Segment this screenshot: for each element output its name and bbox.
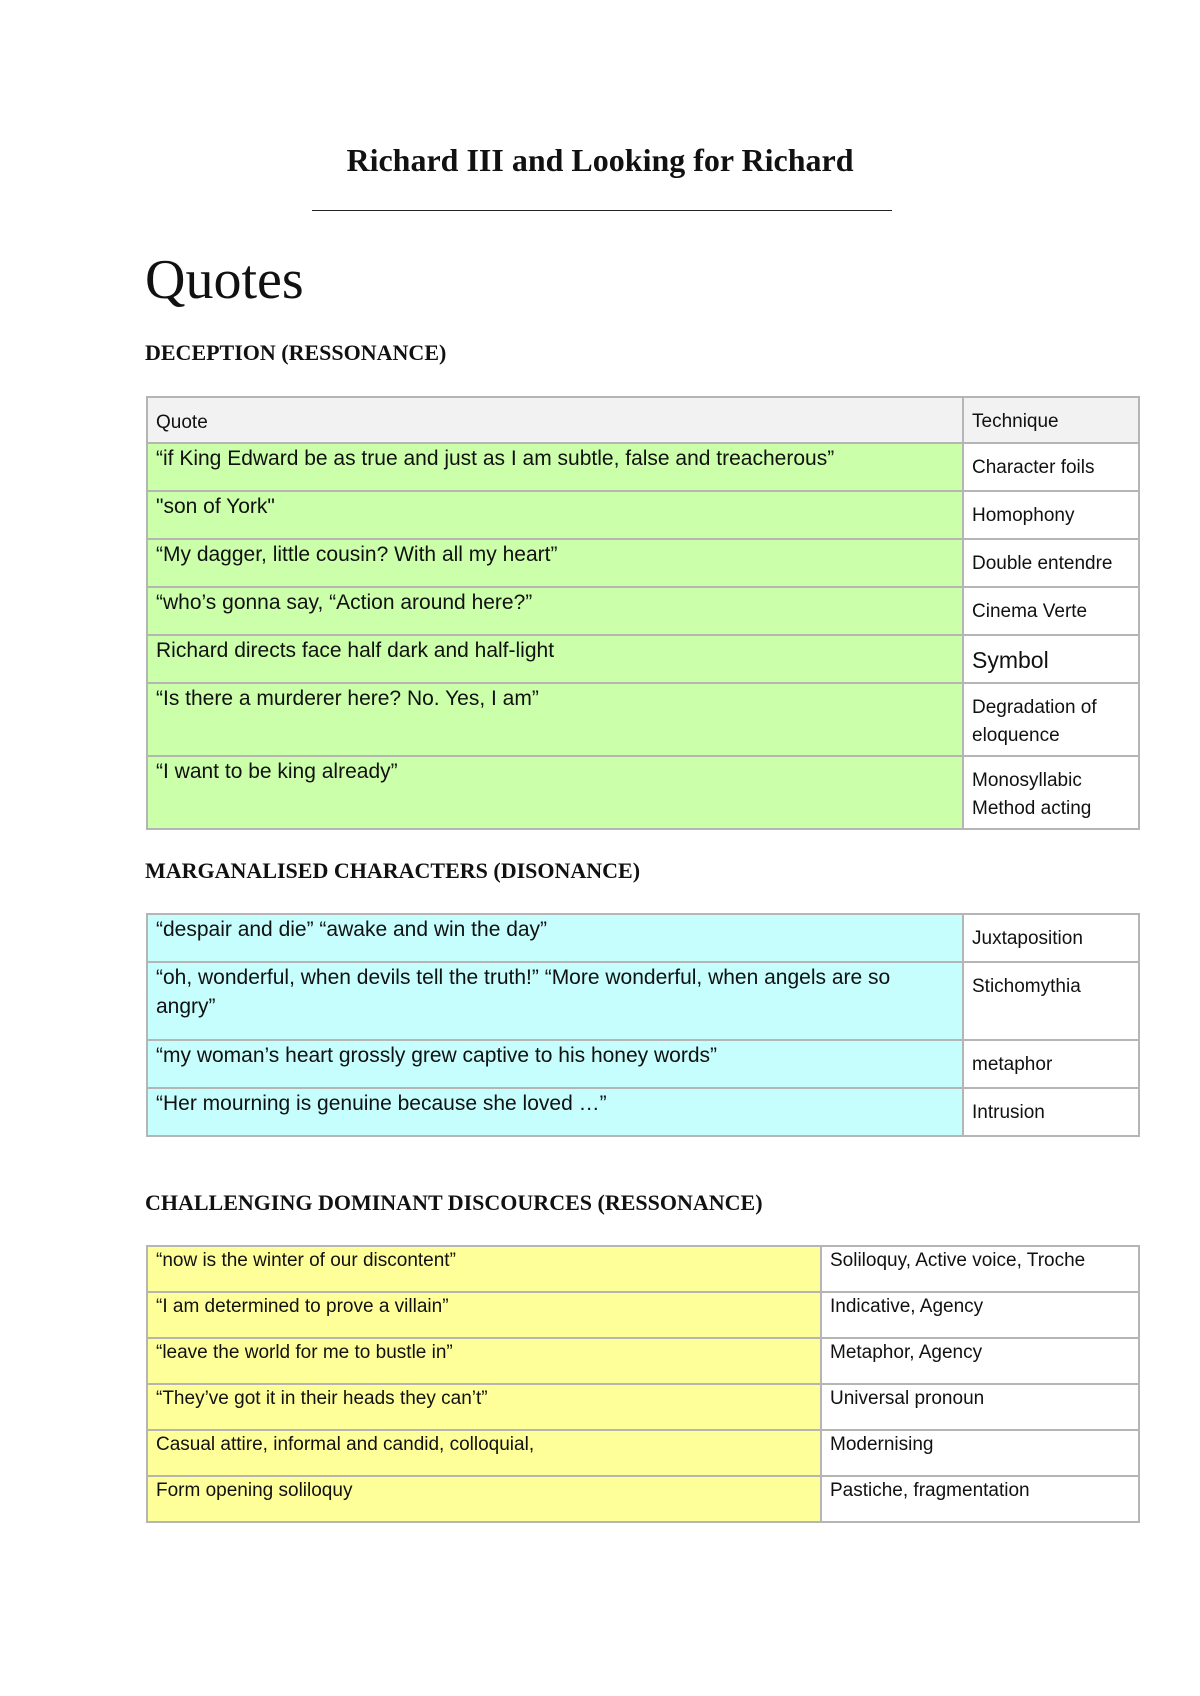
quote-cell: “who’s gonna say, “Action around here?” <box>147 587 963 635</box>
quote-cell: “They’ve got it in their heads they can’t” <box>147 1384 821 1430</box>
section-heading-marginalised: MARGANALISED CHARACTERS (DISONANCE) <box>145 858 641 883</box>
technique-cell: Juxtaposition <box>963 914 1139 962</box>
quote-cell: “Her mourning is genuine because she loved …” <box>147 1088 963 1136</box>
discourses-table <box>146 1245 1140 1523</box>
technique-cell: Modernising <box>821 1430 1139 1476</box>
quote-cell: Richard directs face half dark and half-light <box>147 635 963 683</box>
table-row <box>147 1246 1139 1292</box>
title-underline <box>312 210 892 211</box>
table-row <box>147 539 1139 587</box>
quote-cell: “I am determined to prove a villain” <box>147 1292 821 1338</box>
deception-table <box>146 396 1140 830</box>
section-heading-discourses: CHALLENGING DOMINANT DISCOURCES (RESSONANCE) <box>145 1190 763 1215</box>
technique-cell: Symbol <box>963 635 1139 683</box>
technique-cell: Indicative, Agency <box>821 1292 1139 1338</box>
quote-cell: “now is the winter of our discontent” <box>147 1246 821 1292</box>
table-row <box>147 491 1139 539</box>
quote-cell: “if King Edward be as true and just as I am subtle, false and treacherous” <box>147 443 963 491</box>
quote-cell: “I want to be king already” <box>147 756 963 829</box>
technique-cell: Universal pronoun <box>821 1384 1139 1430</box>
technique-cell: Monosyllabic Method acting <box>963 756 1139 829</box>
quote-cell: Form opening soliloquy <box>147 1476 821 1522</box>
quote-cell: “My dagger, little cousin? With all my heart” <box>147 539 963 587</box>
technique-cell: Degradation of eloquence <box>963 683 1139 756</box>
document-title: Richard III and Looking for Richard <box>346 142 854 178</box>
quote-column-header: Quote <box>147 397 963 443</box>
technique-cell: metaphor <box>963 1040 1139 1088</box>
quote-cell: “Is there a murderer here? No. Yes, I am” <box>147 683 963 756</box>
section-heading-deception: DECEPTION (RESSONANCE) <box>145 340 447 365</box>
technique-cell: Pastiche, fragmentation <box>821 1476 1139 1522</box>
quote-cell: "son of York" <box>147 491 963 539</box>
table-row <box>147 683 1139 756</box>
technique-cell: Metaphor, Agency <box>821 1338 1139 1384</box>
table-row <box>147 1476 1139 1522</box>
marginalised-table <box>146 913 1140 1137</box>
technique-cell: Homophony <box>963 491 1139 539</box>
table-row <box>147 587 1139 635</box>
quotes-heading: Quotes <box>145 249 304 311</box>
table-row <box>147 1088 1139 1136</box>
table-row <box>147 1040 1139 1088</box>
table-header-row <box>147 397 1139 443</box>
table-row <box>147 635 1139 683</box>
technique-cell: Double entendre <box>963 539 1139 587</box>
quote-cell: “despair and die” “awake and win the day” <box>147 914 963 962</box>
quote-cell: “my woman’s heart grossly grew captive to his honey words” <box>147 1040 963 1088</box>
technique-cell: Stichomythia <box>963 962 1139 1040</box>
quote-cell: Casual attire, informal and candid, colloquial, <box>147 1430 821 1476</box>
table-row <box>147 756 1139 829</box>
table-row <box>147 1338 1139 1384</box>
table-row <box>147 1384 1139 1430</box>
table-row <box>147 962 1139 1040</box>
technique-cell: Cinema Verte <box>963 587 1139 635</box>
table-row <box>147 1430 1139 1476</box>
technique-cell: Soliloquy, Active voice, Troche <box>821 1246 1139 1292</box>
table-row <box>147 443 1139 491</box>
quote-cell: “oh, wonderful, when devils tell the truth!” “More wonderful, when angels are so angry” <box>147 962 963 1040</box>
table-row <box>147 1292 1139 1338</box>
table-row <box>147 914 1139 962</box>
technique-cell: Character foils <box>963 443 1139 491</box>
technique-column-header: Technique <box>963 397 1139 443</box>
quote-cell: “leave the world for me to bustle in” <box>147 1338 821 1384</box>
technique-cell: Intrusion <box>963 1088 1139 1136</box>
